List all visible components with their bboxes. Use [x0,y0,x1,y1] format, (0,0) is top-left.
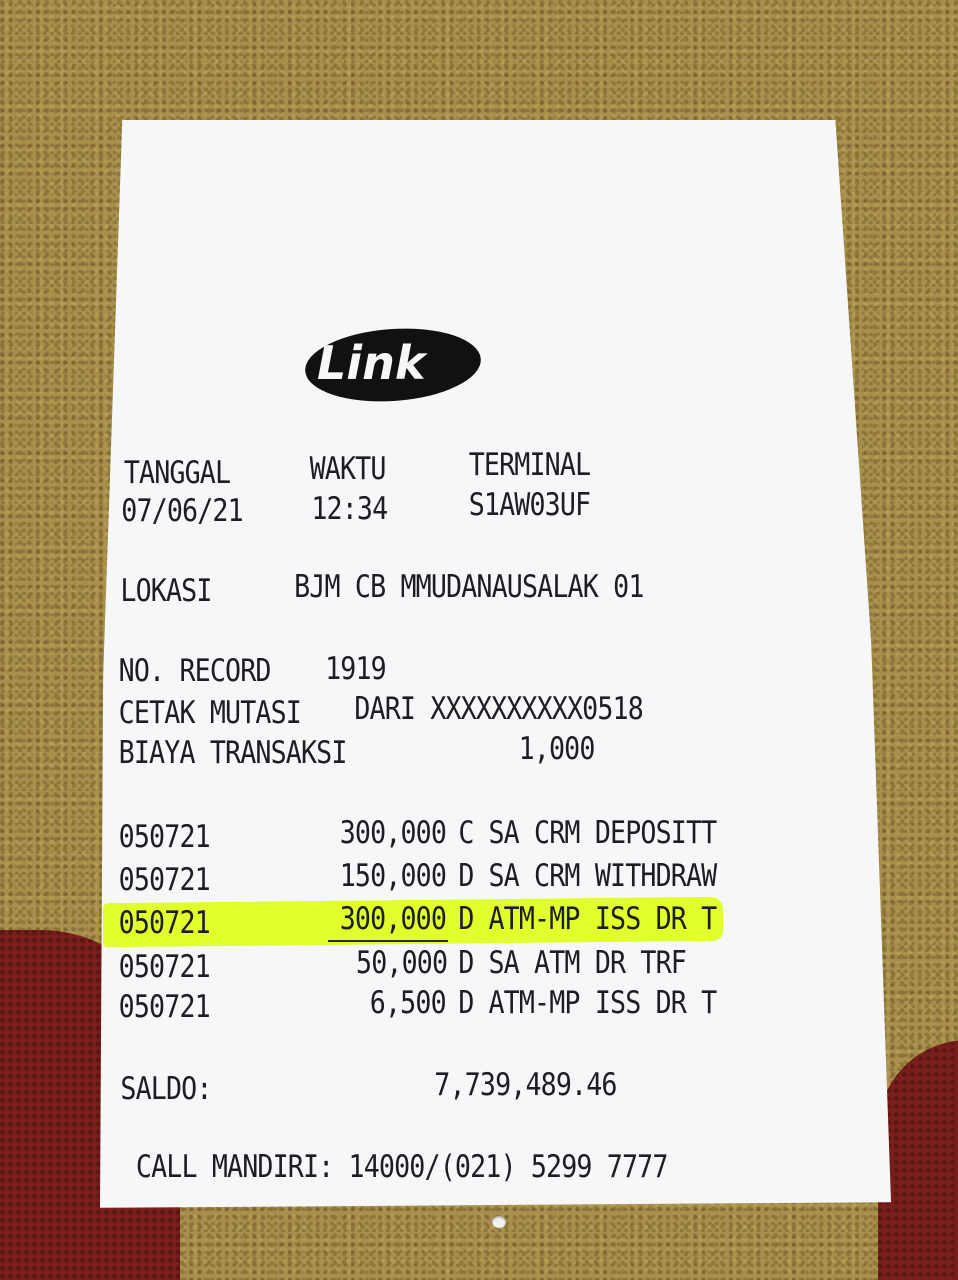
txn-type: D [458,985,474,1021]
saldo-label: SALDO: [120,1071,212,1107]
cetak-mutasi-label: CETAK MUTASI [118,695,301,731]
txn-amount: 300,000 [339,815,447,851]
txn-type: D [458,858,474,894]
txn-desc: SA ATM DR TRF [488,945,686,981]
txn-date: 050721 [118,862,210,898]
txn-type: D [458,945,474,981]
logo-text: Link [317,336,426,390]
txn-date: 050721 [118,905,210,941]
tanggal-label: TANGGAL [123,455,231,491]
terminal-label: TERMINAL [468,447,591,483]
txn-date: 050721 [118,949,210,985]
txn-amount: 6,500 [369,985,446,1021]
tanggal-value: 07/06/21 [121,493,243,529]
txn-desc: SA CRM WITHDRAW [488,858,717,894]
saldo-value: 7,739,489.46 [434,1067,617,1103]
txn-type: D [458,901,474,937]
txn-date: 050721 [118,989,210,1025]
terminal-value: S1AW03UF [468,487,591,523]
biaya-label: BIAYA TRANSAKSI [118,735,347,771]
txn-desc: ATM-MP ISS DR T [488,985,717,1021]
waktu-label: WAKTU [309,451,386,487]
txn-desc: ATM-MP ISS DR T [488,901,717,937]
txn-desc: SA CRM DEPOSITT [488,815,717,851]
biaya-value: 1,000 [518,731,595,767]
txn-date: 050721 [118,819,210,855]
record-value: 1919 [325,651,386,687]
paper-tear-hole [492,1216,506,1228]
carpet-red-pattern-right [878,1040,958,1280]
lokasi-label: LOKASI [120,573,212,609]
txn-amount: 50,000 [356,945,448,981]
waktu-value: 12:34 [311,491,388,527]
txn-type: C [458,815,474,851]
call-mandiri: CALL MANDIRI: 14000/(021) 5299 7777 [135,1149,668,1185]
cetak-mutasi-value: DARI XXXXXXXXXX0518 [354,691,643,727]
record-label: NO. RECORD [118,653,271,689]
txn-amount: 150,000 [339,858,447,894]
lokasi-value: BJM CB MMUDANAUSALAK 01 [294,569,644,605]
txn-amount: 300,000 [339,901,447,937]
